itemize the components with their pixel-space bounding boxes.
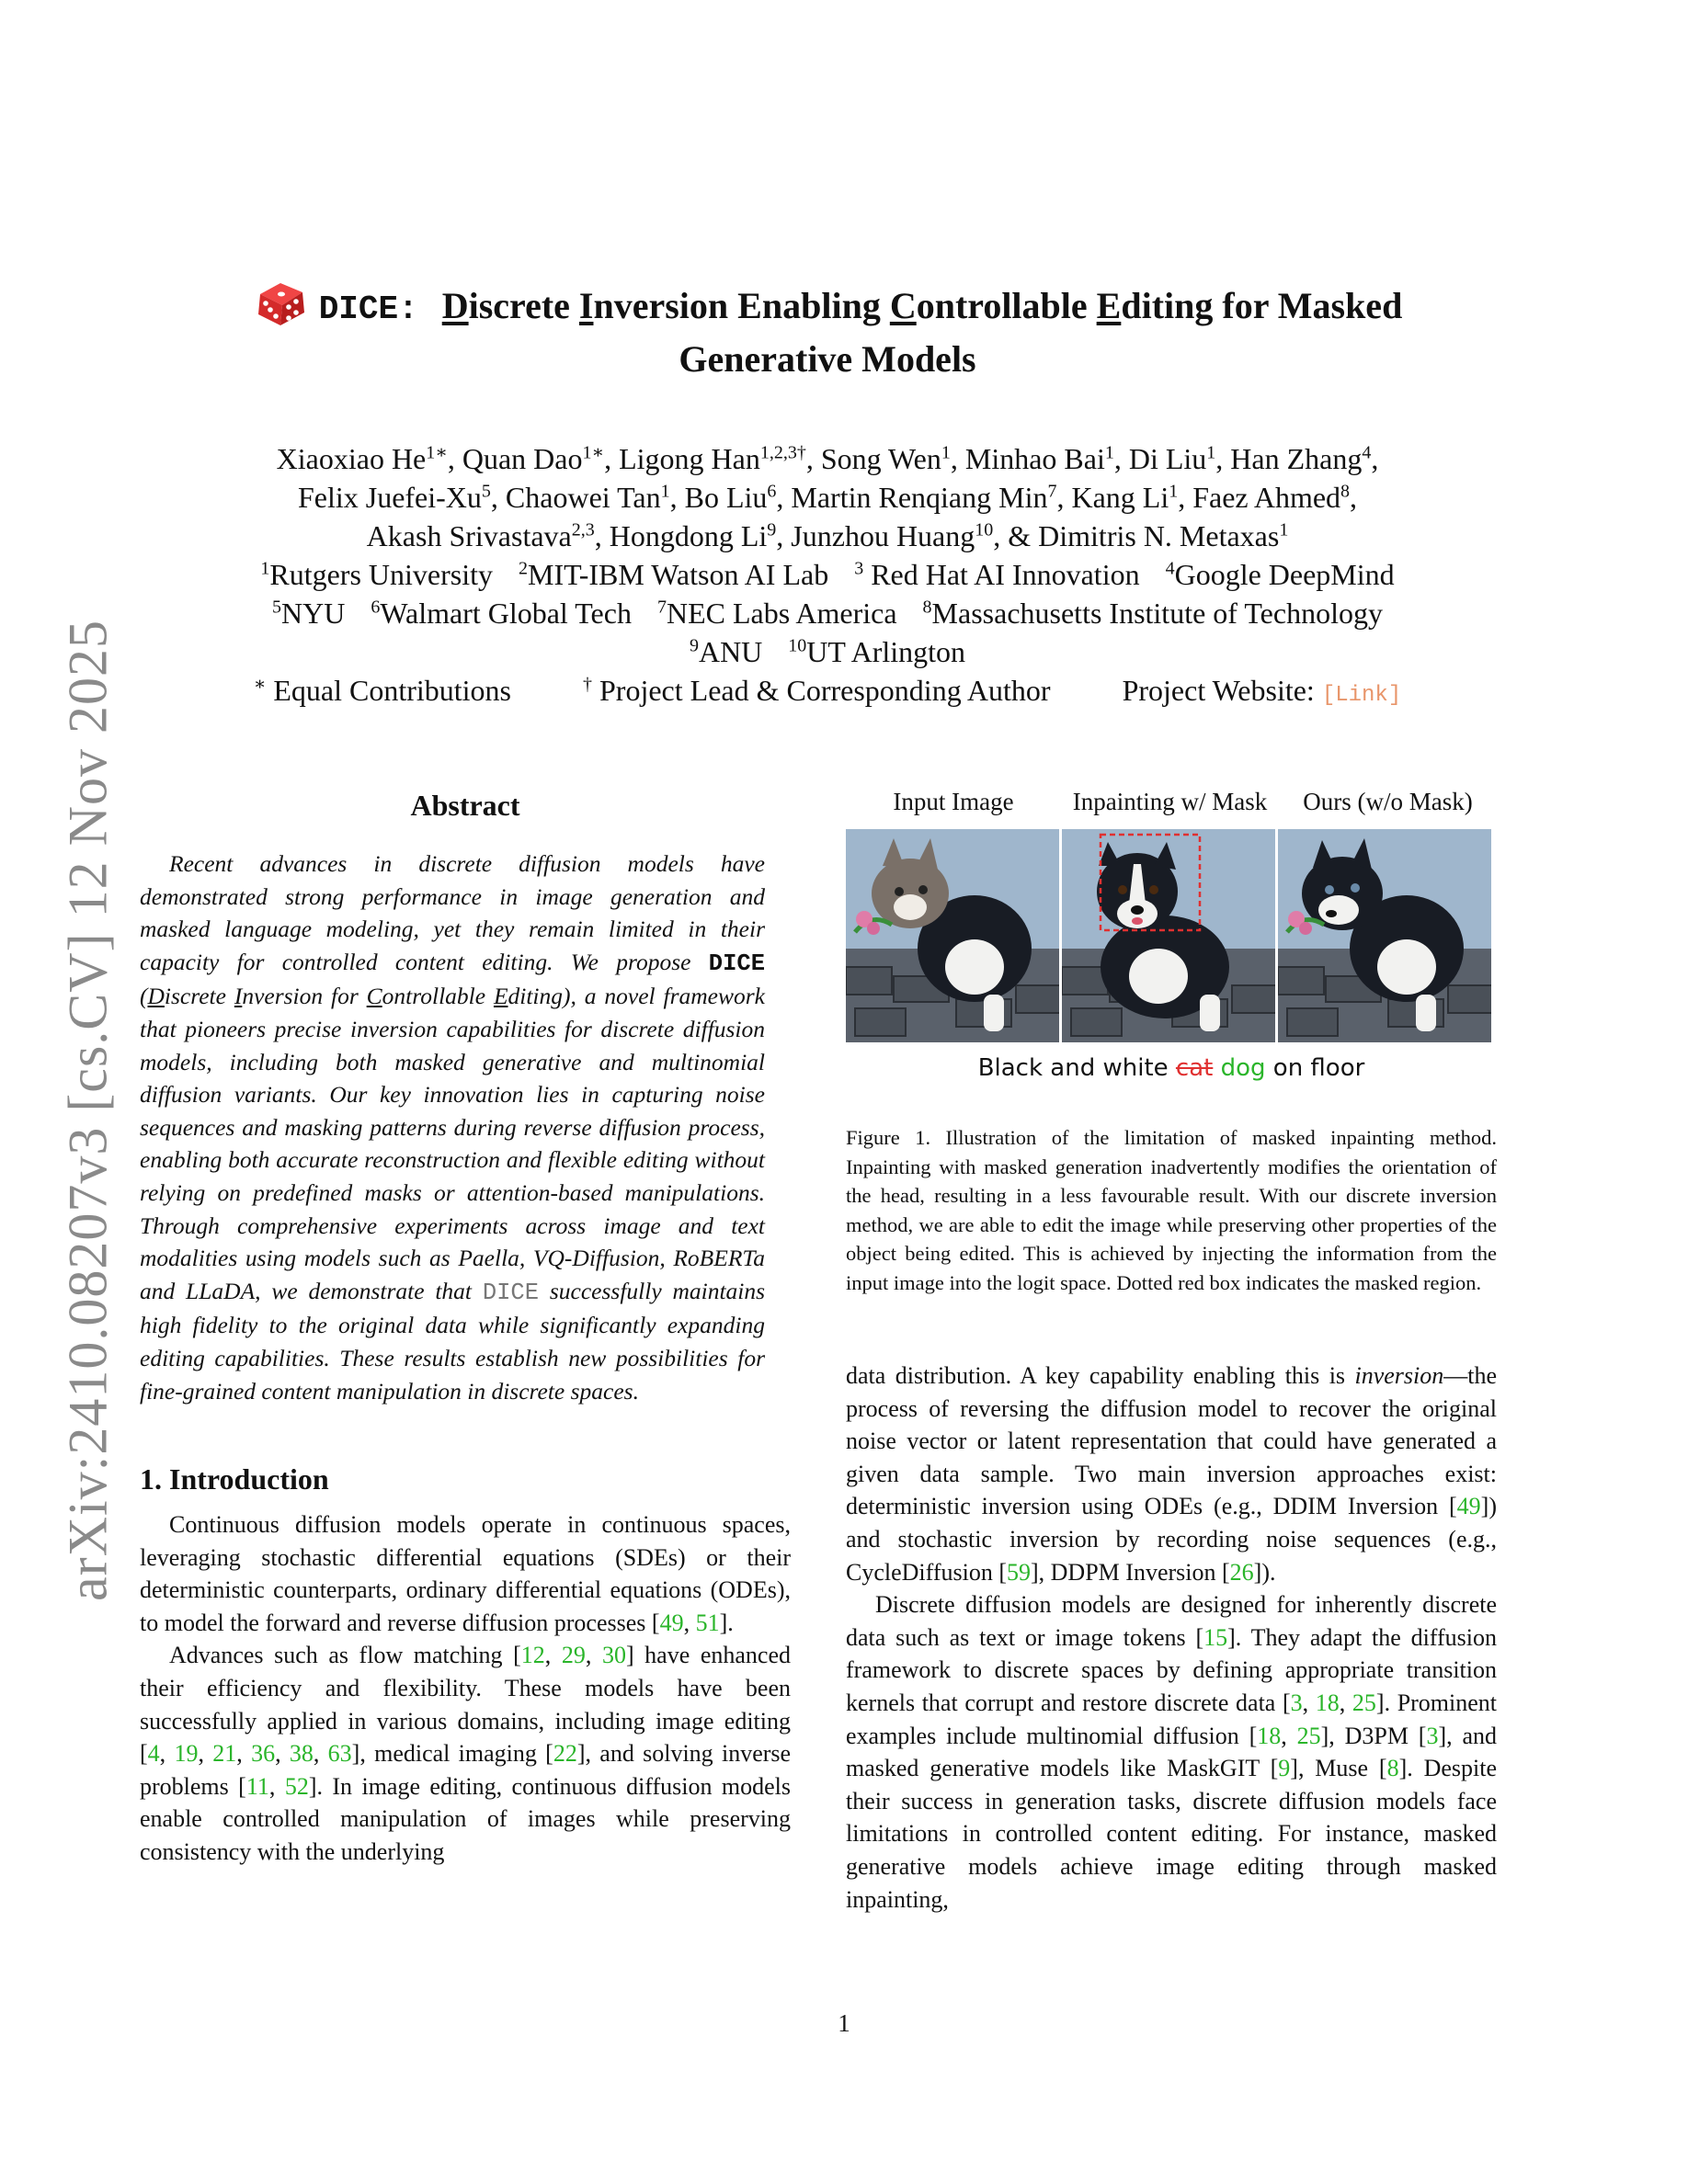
text-seg: , xyxy=(268,1772,285,1800)
citation-link[interactable]: 25 xyxy=(1296,1722,1321,1749)
author-name: Kang Li xyxy=(1071,481,1169,514)
author-sup: 1 xyxy=(941,442,951,463)
author-sup: 10 xyxy=(975,519,994,540)
affil-num: 2 xyxy=(519,558,528,579)
author-name: Han Zhang xyxy=(1230,442,1363,475)
author-name: Hongdong Li xyxy=(609,519,768,552)
affiliation: ANU xyxy=(698,635,763,668)
text-seg: ], Muse [ xyxy=(1290,1755,1387,1782)
figure-label-ours: Ours (w/o Mask) xyxy=(1303,788,1473,815)
input-image xyxy=(846,829,1059,1042)
right-paragraph-2: Discrete diffusion models are designed for inherently discrete data such as text or image tokens [15]. They adapt the diffusion framework to discrete spaces by defining appropriate transition kernels that corrupt and restore discrete data [3, 18, 25]. Prominent examples include multinomial diffusion [18, 25], D3PM [3], and masked generative models like MaskGIT [9], Muse [8]. Despite their success in generation tasks, discrete diffusion models face limitations in controlled content editing. For instance, masked generative models achieve image editing through masked inpainting, xyxy=(846,1591,1498,1913)
author-sup: 1 xyxy=(660,481,670,502)
text-seg: , xyxy=(683,1609,696,1636)
text-seg: ], DDPM Inversion [ xyxy=(1031,1558,1230,1586)
author-sup: 4 xyxy=(1362,442,1372,463)
citation-link[interactable]: 12 xyxy=(520,1642,545,1669)
prompt-new-word: dog xyxy=(1220,1054,1266,1082)
text-seg: , xyxy=(313,1740,328,1768)
affil-num: 5 xyxy=(272,597,282,618)
page-number: 1 xyxy=(838,2009,850,2037)
affil-num: 9 xyxy=(689,635,699,656)
citation-link[interactable]: 18 xyxy=(1315,1689,1340,1716)
text-seg: ], and masked generative models like MaskGIT [ xyxy=(846,1722,1498,1782)
citation-link[interactable]: 21 xyxy=(212,1740,237,1768)
figure-prompt xyxy=(846,1050,1497,1086)
figure-label-input: Input Image xyxy=(893,788,1014,815)
title-word: diting xyxy=(1121,285,1214,326)
author-name: Felix Juefei-Xu xyxy=(297,481,482,514)
affil-num: 4 xyxy=(1165,558,1175,579)
emphasis: inversion xyxy=(1354,1362,1444,1389)
affiliation: NYU xyxy=(281,597,346,630)
text-seg: data distribution. A key capability enabling this is xyxy=(846,1362,1355,1389)
citation-link[interactable]: 9 xyxy=(1278,1755,1291,1782)
author-name: & Dimitris N. Metaxas xyxy=(1008,519,1280,552)
text-seg: Discrete diffusion models are designed for inherently discrete data such as text or image tokens [ xyxy=(846,1591,1497,1651)
left-column xyxy=(140,783,791,1869)
prompt-text: Black and white xyxy=(977,1054,1169,1082)
author-sup: 9 xyxy=(767,519,777,540)
intro-paragraph-2 xyxy=(140,1639,791,1868)
citation-link[interactable]: 11 xyxy=(245,1772,269,1800)
author-sup: 1 xyxy=(1279,519,1289,540)
author-name: Song Wen xyxy=(820,442,941,475)
figure-labels xyxy=(846,783,1497,820)
right-paragraph-1 xyxy=(846,1359,1497,1588)
title-letter-i: I xyxy=(578,285,594,326)
ours-image xyxy=(1278,829,1491,1042)
affiliation: Walmart Global Tech xyxy=(380,597,632,630)
title-word: ontrollable xyxy=(916,285,1088,326)
citation-link[interactable]: 29 xyxy=(561,1642,586,1669)
citation-link[interactable]: 22 xyxy=(553,1740,577,1768)
text-seg: Continuous diffusion models operate in continuous spaces, leveraging stochastic differential equations (SDEs) or their deterministic counterparts, ordinary differential equations (ODEs), to model the forward and reverse diffusion processes [ xyxy=(140,1511,791,1636)
author-name: Akash Srivastava xyxy=(366,519,572,552)
abstract-heading: Abstract xyxy=(410,789,520,822)
affiliation-line-1 xyxy=(138,555,1517,594)
prompt-text: on floor xyxy=(1272,1054,1365,1082)
author-sup: 1,2,3† xyxy=(759,442,806,463)
text-seg: , xyxy=(198,1740,213,1768)
dice-name: DICE xyxy=(708,950,765,977)
title-letter-c: C xyxy=(889,285,917,326)
citation-link[interactable]: 49 xyxy=(659,1609,684,1636)
abstract-seg: Recent advances in discrete diffusion models have demonstrated strong performance in image generation and masked language modeling, yet they remain limited in their capacity for controlled content editing. We propose xyxy=(140,850,765,975)
citation-link[interactable]: 52 xyxy=(284,1772,309,1800)
citation-link[interactable]: 4 xyxy=(147,1740,160,1768)
title-letter-d: D xyxy=(441,285,469,326)
title-tool-name: DICE: xyxy=(318,290,418,328)
author-sup: 1 xyxy=(1206,442,1216,463)
affiliation: NEC Labs America xyxy=(666,597,897,630)
title-word: iscrete xyxy=(468,285,570,326)
abstract-text xyxy=(140,847,791,1407)
author-sup: 2,3 xyxy=(571,519,595,540)
website-label: Project Website: xyxy=(1122,674,1315,707)
equal-mark: ∗ xyxy=(253,674,267,695)
author-sup: 7 xyxy=(1047,481,1057,502)
author-sup: 1 xyxy=(1169,481,1179,502)
author-name: Quan Dao xyxy=(462,442,583,475)
text-seg: ]. Prominent examples include multinomial diffusion [ xyxy=(846,1689,1498,1749)
text-seg: , xyxy=(544,1642,562,1669)
affiliation: UT Arlington xyxy=(806,635,966,668)
author-name: Chaowei Tan xyxy=(505,481,661,514)
intro-paragraph-1 xyxy=(140,1508,791,1639)
text-seg: ]. In image editing, continuous diffusion models enable controlled manipulation of images while preserving consistency with the underlying xyxy=(140,1772,791,1866)
author-sup: 1 xyxy=(1104,442,1114,463)
citation-link[interactable]: 3 xyxy=(1290,1689,1303,1716)
citation-link[interactable]: 63 xyxy=(327,1740,352,1768)
text-seg: , xyxy=(585,1642,602,1669)
text-seg: ], D3PM [ xyxy=(1320,1722,1427,1749)
author-block xyxy=(138,439,1517,715)
author-sup: 6 xyxy=(767,481,777,502)
citation-link[interactable]: 49 xyxy=(1456,1493,1481,1520)
affil-num: 8 xyxy=(922,597,932,618)
title-letter-e: E xyxy=(1096,285,1122,326)
text-seg: ] have enhanced their efficiency and flexibility. These models have been successfully applied in various domains, including image editing [ xyxy=(140,1642,791,1768)
abstract-letter: E xyxy=(493,983,508,1010)
text-seg: , xyxy=(159,1740,175,1768)
author-name: Junzhou Huang xyxy=(791,519,975,552)
affiliation-line-3 xyxy=(138,632,1517,671)
affiliation: Google DeepMind xyxy=(1174,558,1395,591)
citation-link[interactable]: 3 xyxy=(1426,1722,1439,1749)
text-seg: ]. They adapt the diffusion framework to discrete spaces by defining appropriate transition kernels that corrupt and restore discrete data [ xyxy=(846,1623,1497,1716)
abstract-letter: D xyxy=(147,983,165,1010)
lead-note: Project Lead & Corresponding Author xyxy=(599,674,1051,707)
text-seg: , xyxy=(275,1740,290,1768)
citation-link[interactable]: 26 xyxy=(1229,1558,1254,1586)
author-line-2: Felix Juefei-Xu$^5$, Chaowei Tan$^1$, Bo Liu$^6$, Martin Renqiang Min$^7$, Kang Li$^1$, Faez Ahmed$^8$, xyxy=(297,481,1358,514)
project-website-link[interactable]: [Link] xyxy=(1321,683,1402,708)
text-seg: —the process of reversing the diffusion model to recover the original noise vector or latent representation that could have generated a given data sample. Two main inversion approaches exist: deterministic inversion using ODEs (e.g., DDIM Inversion [ xyxy=(846,1362,1497,1520)
lead-mark: † xyxy=(583,674,592,695)
abstract-seg: ontrollable xyxy=(382,983,494,1010)
text-seg: ]. Despite their success in generation tasks, discrete diffusion models face limitations in controlled content editing. For instance, masked generative models achieve image editing through masked inpainting, xyxy=(846,1755,1497,1913)
equal-note: Equal Contributions xyxy=(273,674,511,707)
affil-num: 1 xyxy=(260,558,270,579)
abstract-seg: diting xyxy=(508,983,564,1010)
abstract-seg: ( xyxy=(140,983,148,1010)
author-name: Ligong Han xyxy=(619,442,760,475)
paper-title xyxy=(138,276,1517,384)
text-seg: ], medical imaging [ xyxy=(351,1740,553,1768)
arxiv-stamp: arXiv:2410.08207v3 [cs.CV] 12 Nov 2025 xyxy=(57,620,119,1601)
title-line-2: Generative Models xyxy=(679,338,976,380)
author-name: Faez Ahmed xyxy=(1192,481,1341,514)
abstract-seg: ), a novel framework that pioneers precise inversion capabilities for discrete diffusion models, including both masked generative and multinomial diffusion variants. Our key innovation lies in capturing noise sequences and masking patterns during reverse diffusion process, enabling both accurate reconstruction and flexible editing without relying on predefined masks or attention-based manipulations. Through comprehensive experiments across image and text modalities using models such as Paella, VQ-Diffusion, RoBERTa and LLaDA, we demonstrate that xyxy=(140,983,765,1304)
citation-link[interactable]: 51 xyxy=(695,1609,720,1636)
abstract-seg: iscrete xyxy=(164,983,234,1010)
author-name: Minhao Bai xyxy=(964,442,1105,475)
citation-link[interactable]: 18 xyxy=(1257,1722,1282,1749)
abstract-seg: successfully maintains high fidelity to the original data while significantly expanding editing capabilities. These results establish new possibilities for fine-grained content manipulation in discrete spaces. xyxy=(140,1277,766,1405)
prompt-removed-word: cat xyxy=(1175,1054,1214,1082)
citation-link[interactable]: 8 xyxy=(1386,1755,1399,1782)
intro-heading: 1. Introduction xyxy=(140,1462,329,1496)
abstract-seg: nversion for xyxy=(242,983,367,1010)
text-seg: ]) and stochastic inversion by recording noise sequences (e.g., CycleDiffusion [ xyxy=(846,1493,1497,1586)
title-word: for Masked xyxy=(1222,285,1403,326)
title-word: nversion xyxy=(593,285,729,326)
text-seg: , xyxy=(236,1740,252,1768)
text-seg: ]. xyxy=(719,1609,734,1636)
affiliation: Massachusetts Institute of Technology xyxy=(931,597,1383,630)
affil-num: 3 xyxy=(854,558,864,579)
citation-link[interactable]: 15 xyxy=(1203,1623,1228,1651)
text-seg: ], and solving inverse problems [ xyxy=(140,1740,792,1800)
dice-name: DICE xyxy=(482,1279,540,1306)
affiliation: Rutgers University xyxy=(269,558,493,591)
author-name: Martin Renqiang Min xyxy=(791,481,1048,514)
citation-link[interactable]: 19 xyxy=(174,1740,199,1768)
citation-link[interactable]: 59 xyxy=(1007,1558,1031,1586)
affiliation-line-2 xyxy=(138,594,1517,632)
text-seg: ]). xyxy=(1253,1558,1276,1586)
author-name: Di Liu xyxy=(1128,442,1207,475)
affil-num: 6 xyxy=(371,597,381,618)
citation-link[interactable]: 25 xyxy=(1352,1689,1376,1716)
affil-num: 10 xyxy=(788,635,807,656)
abstract-letter: I xyxy=(234,983,243,1010)
figure-label-inpainting: Inpainting w/ Mask xyxy=(1072,788,1268,815)
author-line-1: Xiaoxiao $He^{1∗}$, Quan Dao$^{1∗}$, Ligong Han$^{1,2,3\dagger}$, Song Wen$^1$, Minhao Bai$^1$, Di Liu$^1$, Han Zhang$^4$, xyxy=(276,442,1379,475)
dice-icon xyxy=(253,276,310,329)
abstract-letter: C xyxy=(366,983,382,1010)
figure-caption: Figure 1. Illustration of the limitation of masked inpainting method. Inpainting with masked generation inadvertently modifies the orientation of the head, resulting in a less favourable result. With our discrete inversion method, we are able to edit the image while preserving other properties of the object being edited. This is achieved by injecting the information from the input image into the logit space. Dotted red box indicates the masked region. xyxy=(846,1126,1497,1294)
author-name: Bo Liu xyxy=(684,481,768,514)
right-column xyxy=(846,783,1497,1916)
author-sup: 8 xyxy=(1340,481,1351,502)
author-sup: 5 xyxy=(481,481,491,502)
author-sup: 1∗ xyxy=(582,442,605,463)
affiliation: MIT-IBM Watson AI Lab xyxy=(528,558,829,591)
author-line-3: Akash Srivastava$^{2,3}$, Hongdong Li$^9$, Junzhou Huang$^{10}$, & Dimitris N. Metaxas$^1$ xyxy=(366,519,1289,552)
citation-link[interactable]: 38 xyxy=(289,1740,314,1768)
inpainting-image xyxy=(1062,829,1275,1042)
citation-link[interactable]: 30 xyxy=(601,1642,626,1669)
affil-num: 7 xyxy=(656,597,667,618)
title-word: Enabling xyxy=(737,285,881,326)
citation-link[interactable]: 36 xyxy=(251,1740,276,1768)
notes-line xyxy=(138,671,1517,715)
author-name: Xiaoxiao He xyxy=(276,442,427,475)
author-sup: 1∗ xyxy=(426,442,448,463)
text-seg: Advances such as flow matching [ xyxy=(169,1642,521,1669)
affiliation: Red Hat AI Innovation xyxy=(871,558,1140,591)
figure-images xyxy=(846,829,1497,1042)
